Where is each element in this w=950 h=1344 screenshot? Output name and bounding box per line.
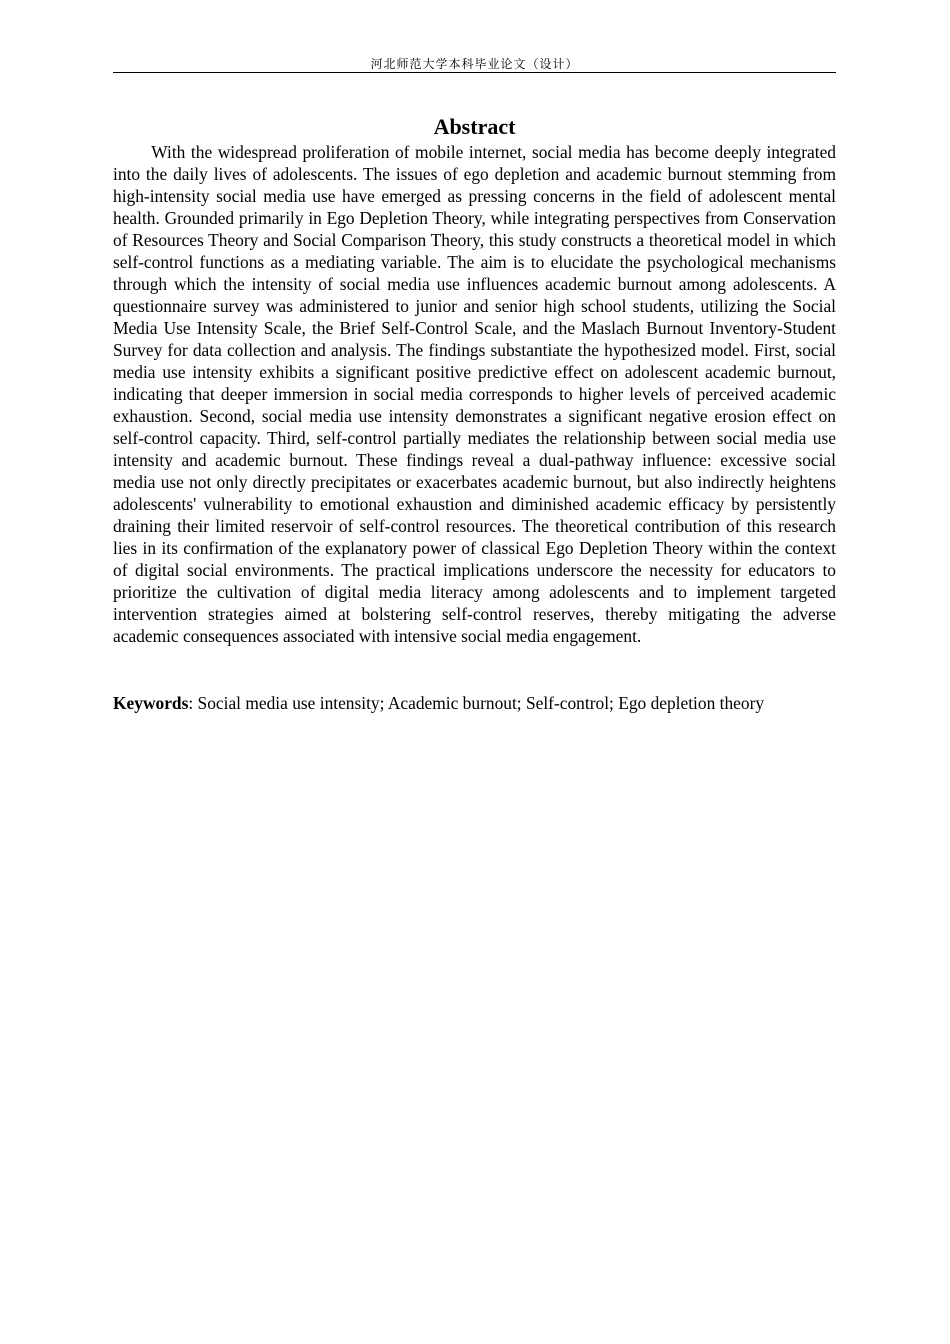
abstract-body-paragraph: With the widespread proliferation of mobile internet, social media has become deeply integrated into the daily lives of adolescents. The issues of ego depletion and academic burnout stemming from high-intensity social media use have emerged as pressing concerns in the field of adolescent mental health. Grounded primarily in Ego Depletion Theory, while integrating perspectives from Conservation of Resources Theory and Social Comparison Theory, this study constructs a theoretical model in which self-control functions as a mediating variable. The aim is to elucidate the psychological mechanisms through which the intensity of social media use influences academic burnout among adolescents. A questionnaire survey was administered to junior and senior high school students, utilizing the Social Media Use Intensity Scale, the Brief Self-Control Scale, and the Maslach Burnout Inventory-Student Survey for data collection and analysis. The findings substantiate the hypothesized model. First, social media use intensity exhibits a significant positive predictive effect on adolescent academic burnout, indicating that deeper immersion in social media corresponds to higher levels of perceived academic exhaustion. Second, social media use intensity demonstrates a significant negative erosion effect on self-control capacity. Third, self-control partially mediates the relationship between social media use intensity and academic burnout. These findings reveal a dual-pathway influence: excessive social media use not only directly precipitates or exacerbates academic burnout, but also indirectly heightens adolescents' vulnerability to emotional exhaustion and diminished academic efficacy by persistently draining their limited reservoir of self-control resources. The theoretical contribution of this research lies in its confirmation of the explanatory power of classical Ego Depletion Theory within the context of digital social environments. The practical implications underscore the necessity for educators to prioritize the cultivation of digital media literacy among adolescents and to implement targeted intervention strategies aimed at bolstering self-control reserves, thereby mitigating the adverse academic consequences associated with intensive social media engagement. [113,142,836,646]
header-rule [113,72,836,73]
running-header-title: 河北师范大学本科毕业论文（设计） [370,57,579,71]
abstract-heading: Abstract [433,114,516,139]
keywords-list: Social media use intensity; Academic burnout; Self-control; Ego depletion theory [197,693,765,713]
keywords-line [113,692,873,714]
keywords-separator: : [188,693,198,713]
keywords-label: Keywords [113,693,189,713]
